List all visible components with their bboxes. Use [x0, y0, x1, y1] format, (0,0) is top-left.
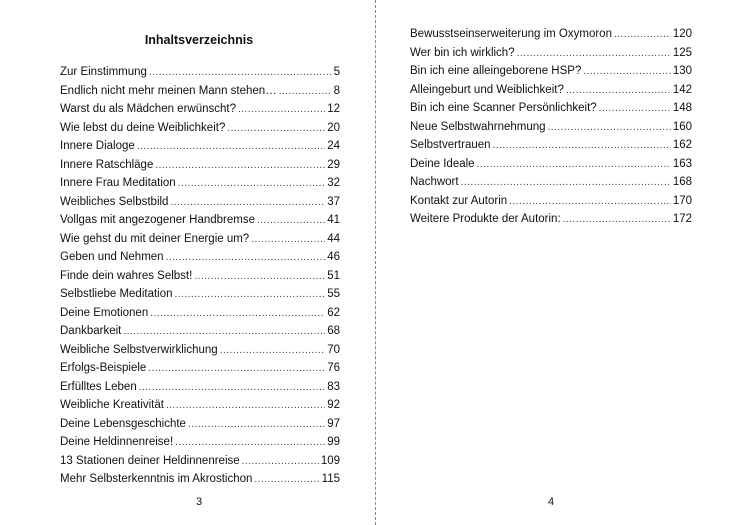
toc-entry-page: 62	[327, 306, 340, 319]
toc-leader-dots	[148, 363, 325, 374]
toc-leader-dots	[137, 141, 325, 152]
toc-list-right	[410, 28, 692, 232]
toc-entry	[410, 195, 692, 214]
toc-entry-title: Weibliche Kreativität	[60, 399, 164, 411]
toc-entry-page: 76	[327, 362, 340, 374]
page-divider	[375, 0, 376, 525]
toc-entry-page: 99	[327, 436, 340, 448]
toc-leader-dots	[493, 140, 671, 151]
toc-leader-dots	[242, 456, 319, 467]
toc-entry-page: 92	[327, 399, 340, 411]
toc-entry-page: 97	[327, 417, 340, 430]
toc-entry	[60, 159, 340, 178]
toc-leader-dots	[188, 419, 325, 430]
toc-list-left	[60, 66, 340, 492]
toc-entry-page: 115	[321, 473, 340, 485]
toc-leader-dots	[139, 382, 325, 393]
toc-entry	[60, 307, 340, 326]
toc-entry-title: Innere Dialoge	[60, 140, 135, 152]
toc-entry-title: Mehr Selbsterkenntnis im Akrostichon	[60, 473, 253, 485]
toc-entry	[60, 251, 340, 270]
toc-entry-page: 12	[327, 103, 340, 115]
toc-entry	[410, 121, 692, 140]
toc-entry	[410, 28, 692, 47]
toc-entry	[60, 381, 340, 400]
toc-entry-page: 44	[327, 232, 340, 245]
toc-entry	[60, 196, 340, 215]
toc-entry-title: Bin ich eine Scanner Persönlichkeit?	[410, 102, 597, 114]
toc-entry	[60, 103, 340, 122]
toc-entry	[60, 473, 340, 492]
toc-entry-title: Neue Selbstwahrnehmung	[410, 120, 546, 133]
toc-entry	[60, 177, 340, 196]
toc-entry	[410, 158, 692, 177]
toc-entry-title: 13 Stationen deiner Heldinnenreise	[60, 454, 240, 467]
toc-entry-title: Weitere Produkte der Autorin:	[410, 213, 561, 225]
toc-entry-title: Vollgas mit angezogener Handbremse	[60, 214, 255, 226]
toc-entry-title: Deine Ideale	[410, 157, 475, 170]
toc-entry-title: Dankbarkeit	[60, 325, 122, 337]
toc-entry-page: 68	[327, 325, 340, 337]
toc-leader-dots	[166, 400, 325, 411]
toc-entry	[410, 139, 692, 158]
toc-entry-page: 125	[672, 46, 692, 59]
toc-entry	[410, 47, 692, 66]
toc-entry-page: 120	[672, 28, 692, 40]
toc-entry	[410, 213, 692, 232]
toc-leader-dots	[583, 66, 670, 77]
toc-entry-page: 170	[672, 194, 692, 207]
toc-leader-dots	[150, 308, 325, 319]
toc-entry-title: Deine Lebensgeschichte	[60, 417, 186, 430]
toc-entry-title: Finde dein wahres Selbst!	[60, 269, 193, 282]
toc-leader-dots	[599, 103, 671, 114]
toc-entry-title: Innere Frau Meditation	[60, 177, 176, 189]
toc-entry-page: 46	[327, 251, 340, 263]
toc-leader-dots	[257, 215, 325, 226]
toc-leader-dots	[548, 122, 671, 133]
toc-leader-dots	[461, 177, 671, 188]
toc-entry-page: 172	[672, 213, 692, 225]
toc-entry	[60, 270, 340, 289]
toc-entry-title: Kontakt zur Autorin	[410, 194, 508, 207]
toc-entry-page: 55	[327, 288, 340, 300]
toc-entry-title: Endlich nicht mehr meinen Mann stehen…	[60, 84, 277, 97]
toc-entry	[60, 214, 340, 233]
toc-entry	[60, 455, 340, 474]
toc-entry-page: 130	[672, 65, 692, 77]
toc-entry-title: Bin ich eine alleingeborene HSP?	[410, 65, 582, 77]
toc-entry-title: Geben und Nehmen	[60, 251, 164, 263]
toc-title: Inhaltsverzeichnis	[144, 33, 254, 47]
toc-entry	[60, 399, 340, 418]
toc-leader-dots	[170, 197, 325, 208]
toc-entry-title: Wer bin ich wirklich?	[410, 46, 515, 59]
left-page	[0, 0, 374, 525]
toc-leader-dots	[509, 196, 671, 207]
toc-entry-page: 24	[327, 140, 340, 152]
toc-entry-title: Wie gehst du mit deiner Energie um?	[60, 232, 250, 245]
toc-entry-title: Selbstvertrauen	[410, 139, 491, 151]
toc-entry-title: Weibliche Selbstverwirklichung	[60, 343, 218, 356]
toc-entry-title: Bewusstseinserweiterung im Oxymoron	[410, 28, 612, 40]
toc-leader-dots	[566, 85, 671, 96]
toc-leader-dots	[254, 474, 319, 485]
toc-entry-page: 29	[327, 158, 340, 171]
toc-leader-dots	[149, 67, 332, 78]
toc-entry	[60, 325, 340, 344]
toc-entry-title: Wie lebst du deine Weiblichkeit?	[60, 121, 226, 134]
toc-leader-dots	[517, 48, 671, 59]
toc-entry-page: 83	[327, 380, 340, 393]
toc-entry-title: Deine Heldinnenreise!	[60, 436, 174, 448]
toc-entry	[60, 288, 340, 307]
toc-entry-page: 32	[327, 177, 340, 189]
toc-entry-title: Alleingeburt und Weiblichkeit?	[410, 83, 564, 96]
toc-leader-dots	[238, 104, 325, 115]
toc-entry-title: Innere Ratschläge	[60, 158, 154, 171]
toc-entry-page: 5	[333, 66, 340, 78]
toc-entry-page: 162	[672, 139, 692, 151]
toc-leader-dots	[614, 29, 671, 40]
toc-entry-page: 51	[327, 269, 340, 282]
toc-entry-title: Selbstliebe Meditation	[60, 288, 173, 300]
page-number-left: 3	[195, 496, 203, 508]
toc-entry	[410, 176, 692, 195]
toc-entry	[60, 66, 340, 85]
toc-entry	[60, 140, 340, 159]
toc-entry-page: 168	[672, 176, 692, 188]
toc-entry	[410, 65, 692, 84]
toc-entry-page: 70	[327, 343, 340, 356]
toc-leader-dots	[178, 178, 326, 189]
toc-leader-dots	[279, 86, 332, 97]
toc-entry	[410, 84, 692, 103]
toc-entry-page: 20	[327, 121, 340, 134]
toc-leader-dots	[563, 214, 671, 225]
toc-leader-dots	[155, 160, 325, 171]
toc-entry-title: Nachwort	[410, 176, 459, 188]
toc-entry-page: 148	[672, 102, 692, 114]
toc-entry	[60, 122, 340, 141]
toc-leader-dots	[194, 271, 325, 282]
toc-entry	[410, 102, 692, 121]
page-number-right: 4	[547, 496, 555, 508]
toc-entry-page: 142	[672, 83, 692, 96]
toc-entry-title: Zur Einstimmung	[60, 66, 147, 78]
toc-entry	[60, 436, 340, 455]
right-page	[377, 0, 750, 525]
toc-entry	[60, 362, 340, 381]
toc-leader-dots	[477, 159, 671, 170]
toc-leader-dots	[175, 289, 326, 300]
toc-leader-dots	[166, 252, 326, 263]
toc-entry-title: Erfülltes Leben	[60, 380, 137, 393]
toc-entry-title: Deine Emotionen	[60, 306, 149, 319]
toc-entry-page: 109	[320, 454, 340, 467]
toc-leader-dots	[227, 123, 325, 134]
toc-entry	[60, 418, 340, 437]
toc-leader-dots	[175, 437, 325, 448]
toc-entry-page: 8	[333, 84, 340, 97]
toc-leader-dots	[123, 326, 325, 337]
toc-entry	[60, 344, 340, 363]
toc-entry-page: 160	[672, 120, 692, 133]
toc-entry-title: Erfolgs-Beispiele	[60, 362, 147, 374]
toc-leader-dots	[220, 345, 326, 356]
toc-leader-dots	[251, 234, 325, 245]
toc-entry-page: 37	[327, 195, 340, 208]
toc-entry-page: 41	[327, 214, 340, 226]
toc-entry	[60, 85, 340, 104]
toc-entry	[60, 233, 340, 252]
toc-entry-title: Warst du als Mädchen erwünscht?	[60, 103, 236, 115]
toc-entry-page: 163	[672, 157, 692, 170]
toc-entry-title: Weibliches Selbstbild	[60, 195, 169, 208]
